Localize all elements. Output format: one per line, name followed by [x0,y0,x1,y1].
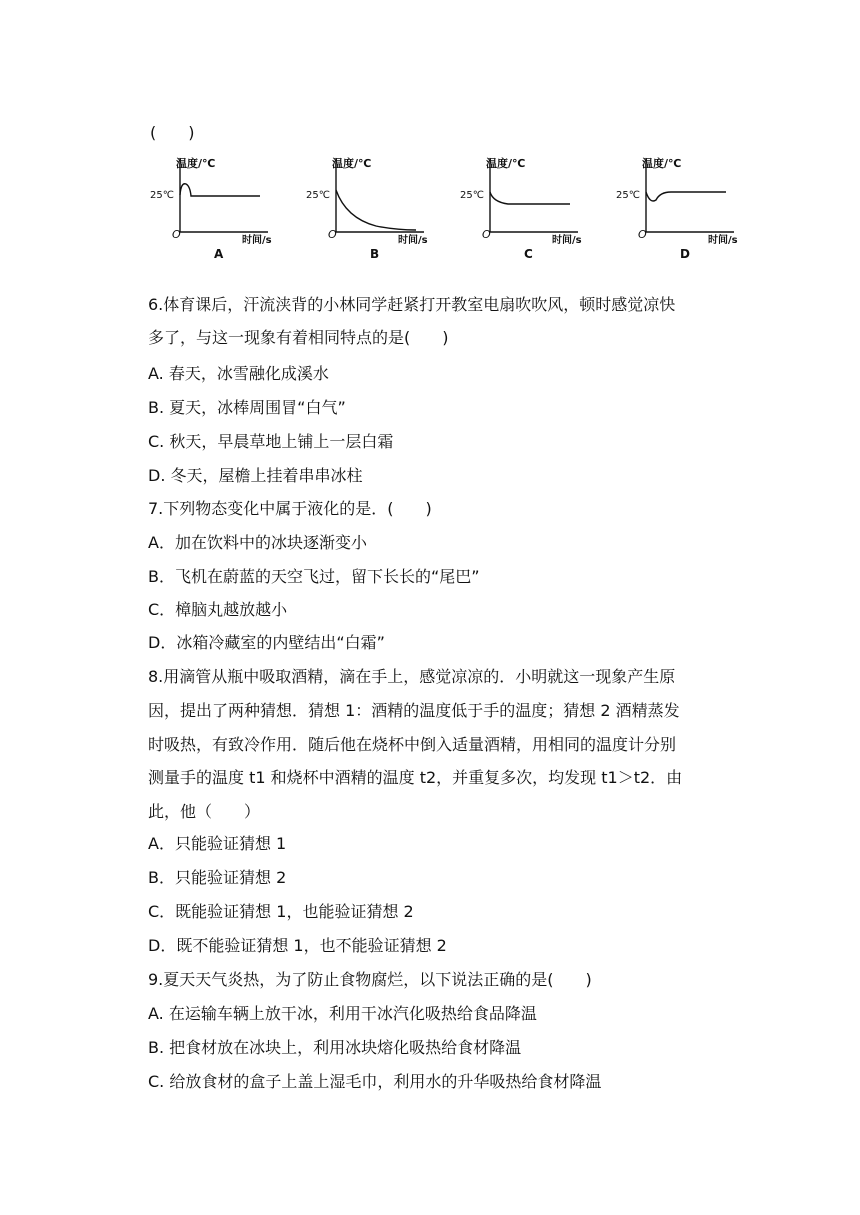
temperature-curve [336,190,416,230]
text-line: 测量手的温度 t1 和烧杯中酒精的温度 t2，并重复多次，均发现 t1＞t2．由 [148,768,683,787]
text-line: 8.用滴管从瓶中吸取酒精，滴在手上，感觉凉凉的．小明就这一现象产生原 [148,667,676,686]
text-line: A. 春天，冰雪融化成溪水 [148,364,329,383]
x-axis-label: 时间/s [552,235,582,246]
option-letter: B [370,247,380,261]
text-line: D．冰箱冷藏室的内壁结出“白霜” [148,633,385,652]
text-line: D．既不能验证猜想 1，也不能验证猜想 2 [148,936,447,955]
y-axis-label: 温度/℃ [642,157,682,170]
origin-label: O [482,228,491,241]
y-tick-label: 25℃ [150,190,174,201]
graph-option-d [616,150,751,265]
option-letter: C [524,247,533,261]
text-line: D. 冬天，屋檐上挂着串串冰柱 [148,466,363,485]
y-axis-label: 温度/℃ [176,157,216,170]
graph-option-b [306,150,441,265]
text-line: B．飞机在蔚蓝的天空飞过，留下长长的“尾巴” [148,567,480,586]
text-line: C. 给放食材的盒子上盖上湿毛巾，利用水的升华吸热给食材降温 [148,1072,602,1091]
answer-parentheses: ( ) [150,123,195,142]
option-letter: A [214,247,224,261]
text-line: 此，他（ ） [148,802,261,821]
text-line: 9.夏天天气炎热，为了防止食物腐烂，以下说法正确的是( ) [148,970,592,989]
text-line: C. 秋天，早晨草地上铺上一层白霜 [148,432,394,451]
temperature-curve [646,192,726,201]
y-tick-label: 25℃ [460,190,484,201]
temperature-curve [180,184,260,196]
x-axis-label: 时间/s [708,235,738,246]
x-axis-label: 时间/s [398,235,428,246]
y-axis-label: 温度/℃ [486,157,526,170]
graph-option-a [150,150,285,265]
text-line: B. 把食材放在冰块上，利用冰块熔化吸热给食材降温 [148,1038,522,1057]
y-tick-label: 25℃ [306,190,330,201]
text-line: 时吸热，有致冷作用．随后他在烧杯中倒入适量酒精，用相同的温度计分别 [148,735,677,754]
origin-label: O [638,228,647,241]
x-axis-label: 时间/s [242,235,272,246]
graph-option-c [460,150,595,265]
origin-label: O [328,228,337,241]
text-line: C．樟脑丸越放越小 [148,600,288,619]
text-line: B. 夏天，冰棒周围冒“白气” [148,398,346,417]
text-line: C．既能验证猜想 1，也能验证猜想 2 [148,902,414,921]
origin-label: O [172,228,181,241]
temperature-graph-options [150,150,740,265]
text-line: B．只能验证猜想 2 [148,868,287,887]
text-line: 7.下列物态变化中属于液化的是．( ) [148,499,432,518]
text-line: A．加在饮料中的冰块逐渐变小 [148,533,367,552]
text-line: A．只能验证猜想 1 [148,834,287,853]
y-tick-label: 25℃ [616,190,640,201]
option-letter: D [680,247,690,261]
text-line: A. 在运输车辆上放干冰，利用干冰汽化吸热给食品降温 [148,1004,537,1023]
y-axis-label: 温度/℃ [332,157,372,170]
text-line: 6.体育课后，汗流浃背的小林同学赶紧打开教室电扇吹吹风，顿时感觉凉快 [148,295,676,314]
text-line: 因，提出了两种猜想．猜想 1：酒精的温度低于手的温度；猜想 2 酒精蒸发 [148,701,680,720]
text-line: 多了，与这一现象有着相同特点的是( ) [148,328,449,347]
temperature-curve [490,192,570,204]
